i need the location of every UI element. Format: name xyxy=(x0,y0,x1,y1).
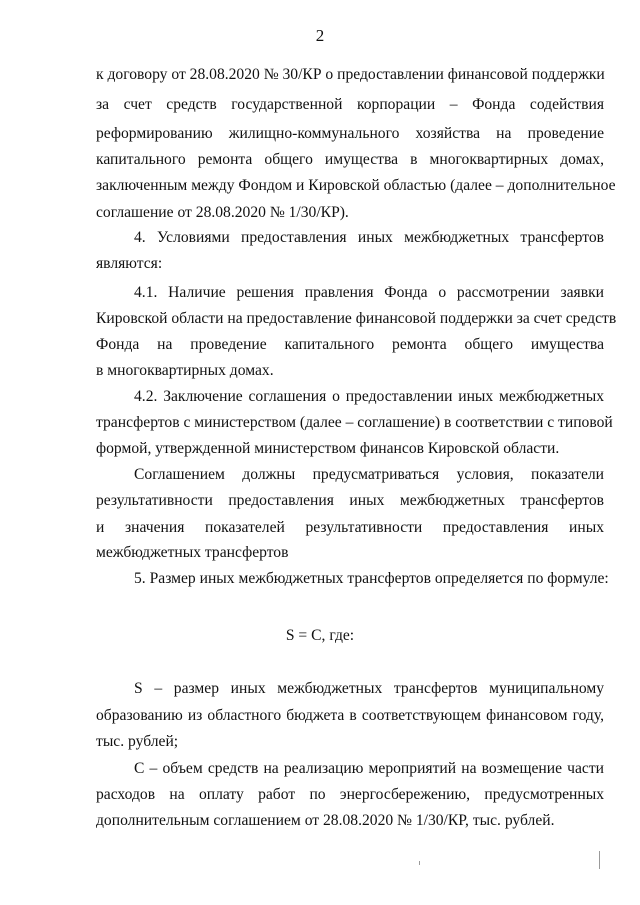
text-line: являются: xyxy=(96,255,163,272)
text-line: Фонда на проведение капитального ремонта общего имущества xyxy=(96,336,604,353)
text-line: межбюджетных трансфертов xyxy=(96,544,289,561)
text-line: результативности предоставления иных межбюджетных трансфертов xyxy=(96,492,604,509)
formula: S = C, где: xyxy=(285,627,355,644)
text-line: S – размер иных межбюджетных трансфертов муниципальному xyxy=(134,680,604,697)
text-line: заключенным между Фондом и Кировской областью (далее – дополнительное xyxy=(96,177,616,194)
text-line: C – объем средств на реализацию мероприятий на возмещение части xyxy=(134,760,604,777)
text-line: в многоквартирных домах. xyxy=(96,362,274,379)
text-line: образованию из областного бюджета в соответствующем финансовом году, xyxy=(96,707,604,724)
text-line: к договору от 28.08.2020 № 30/КР о предоставлении финансовой поддержки xyxy=(96,66,605,83)
text-line: тыс. рублей; xyxy=(96,733,179,750)
scan-speck xyxy=(419,861,420,865)
page-number: 2 xyxy=(315,26,325,45)
text-line: формой, утвержденной министерством финансов Кировской области. xyxy=(96,440,560,457)
text-line: соглашение от 28.08.2020 № 1/30/КР). xyxy=(96,204,349,221)
text-line: реформированию жилищно-коммунального хозяйства на проведение xyxy=(96,125,604,142)
text-line: расходов на оплату работ по энергосбережению, предусмотренных xyxy=(96,786,604,803)
text-line: и значения показателей результативности предоставления иных xyxy=(96,519,604,536)
text-line: 4.2. Заключение соглашения о предоставлении иных межбюджетных xyxy=(134,388,604,405)
text-line: 5. Размер иных межбюджетных трансфертов определяется по формуле: xyxy=(134,570,609,587)
text-line: трансфертов с министерством (далее – соглашение) в соответствии с типовой xyxy=(96,414,613,431)
text-line: 4.1. Наличие решения правления Фонда о рассмотрении заявки xyxy=(134,284,604,301)
text-line: Соглашением должны предусматриваться условия, показатели xyxy=(134,466,604,483)
text-line: капитального ремонта общего имущества в многоквартирных домах, xyxy=(96,151,604,168)
text-line: Кировской области на предоставление финансовой поддержки за счет средств xyxy=(96,310,617,327)
text-line: за счет средств государственной корпорации – Фонда содействия xyxy=(96,96,604,113)
scan-speck xyxy=(599,851,600,869)
text-line: дополнительным соглашением от 28.08.2020 № 1/30/КР, тыс. рублей. xyxy=(96,812,555,829)
text-line: 4. Условиями предоставления иных межбюджетных трансфертов xyxy=(134,229,604,246)
